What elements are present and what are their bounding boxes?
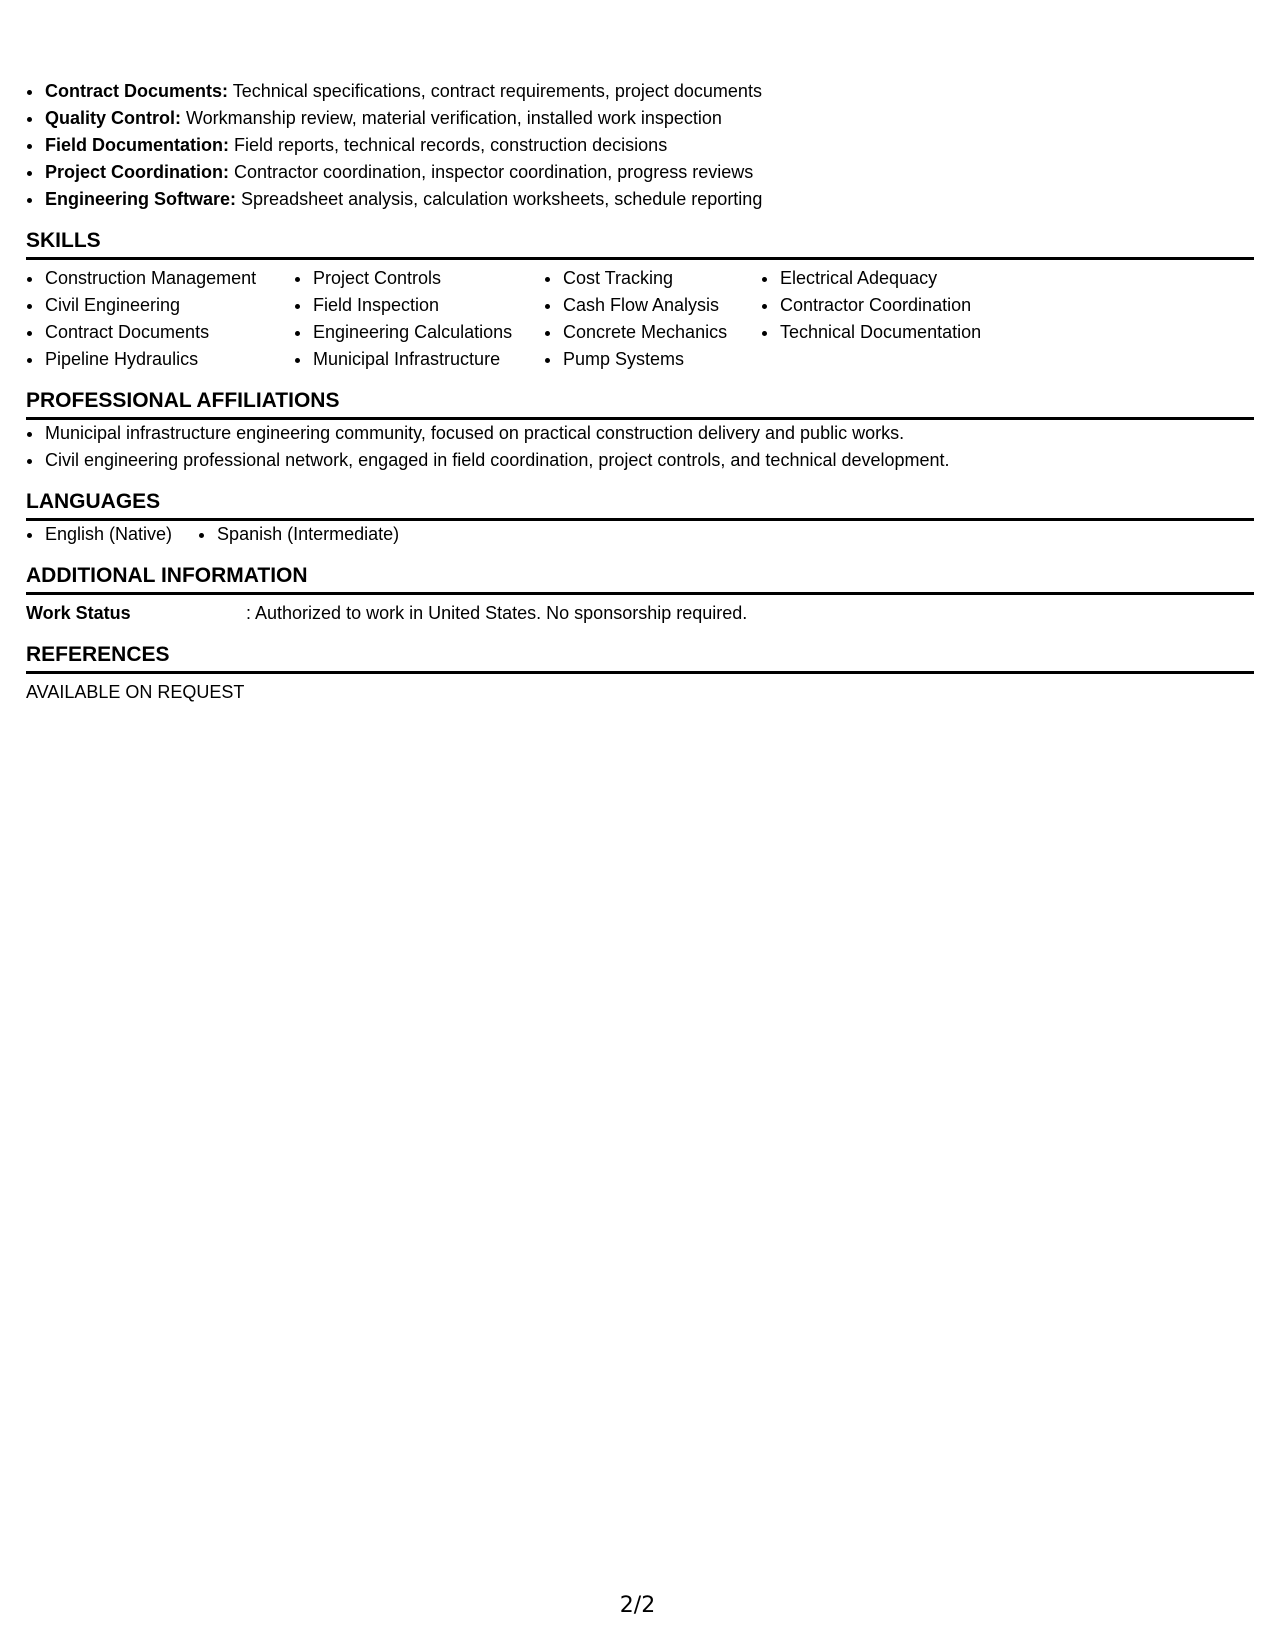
skill-item: • Concrete Mechanics bbox=[562, 319, 761, 346]
skill-item: • Civil Engineering bbox=[44, 292, 294, 319]
language-item: • English (Native) bbox=[44, 521, 172, 548]
item-text: Technical specifications, contract requirements, project documents bbox=[228, 81, 762, 101]
section-title-skills: SKILLS bbox=[26, 227, 1254, 260]
skill-item: • Pump Systems bbox=[562, 346, 761, 373]
skills-grid bbox=[26, 265, 1254, 373]
item-text: Workmanship review, material verification, installed work inspection bbox=[181, 108, 722, 128]
languages-section bbox=[26, 488, 1254, 548]
skill-item: • Contractor Coordination bbox=[779, 292, 1039, 319]
item-label: Quality Control: bbox=[45, 108, 181, 128]
affiliations-list bbox=[26, 420, 1254, 474]
skill-item: • Pipeline Hydraulics bbox=[44, 346, 294, 373]
list-item: • Civil engineering professional network, engaged in field coordination, project controls, and technical development. bbox=[44, 447, 1254, 474]
skill-item: • Electrical Adequacy bbox=[779, 265, 1039, 292]
list-item bbox=[44, 105, 1254, 132]
skill-item: • Municipal Infrastructure bbox=[312, 346, 544, 373]
additional-section bbox=[26, 562, 1254, 627]
skills-column bbox=[761, 265, 1039, 373]
list-item bbox=[44, 132, 1254, 159]
section-title-affiliations: PROFESSIONAL AFFILIATIONS bbox=[26, 387, 1254, 420]
section-title-languages: LANGUAGES bbox=[26, 488, 1254, 521]
list-item: • Municipal infrastructure engineering community, focused on practical construction delivery and public works. bbox=[44, 420, 1254, 447]
work-status-value: : Authorized to work in United States. No sponsorship required. bbox=[246, 603, 748, 623]
item-label: Project Coordination: bbox=[45, 162, 229, 182]
skill-item: • Project Controls bbox=[312, 265, 544, 292]
language-item: • Spanish (Intermediate) bbox=[216, 521, 399, 548]
resume-page bbox=[26, 78, 1254, 706]
skill-item: • Cost Tracking bbox=[562, 265, 761, 292]
list-item bbox=[44, 186, 1254, 213]
skill-item: • Technical Documentation bbox=[779, 319, 1039, 346]
list-item bbox=[44, 159, 1254, 186]
section-title-additional: ADDITIONAL INFORMATION bbox=[26, 562, 1254, 595]
work-status-label: Work Status bbox=[26, 603, 131, 623]
item-text: Spreadsheet analysis, calculation worksheets, schedule reporting bbox=[236, 189, 763, 209]
item-label: Contract Documents: bbox=[45, 81, 229, 101]
item-text: Field reports, technical records, construction decisions bbox=[229, 135, 668, 155]
skills-column bbox=[544, 265, 761, 373]
skill-item: • Construction Management bbox=[44, 265, 294, 292]
affiliations-section bbox=[26, 387, 1254, 474]
skill-item: • Engineering Calculations bbox=[312, 319, 544, 346]
work-status-row bbox=[26, 600, 1254, 627]
page-number: 2/2 bbox=[619, 1593, 656, 1618]
references-section bbox=[26, 641, 1254, 706]
skills-column bbox=[294, 265, 544, 373]
skill-item: • Field Inspection bbox=[312, 292, 544, 319]
references-text: AVAILABLE ON REQUEST bbox=[26, 682, 245, 702]
list-item bbox=[44, 78, 1254, 105]
languages-list bbox=[26, 521, 1254, 548]
item-label: Field Documentation: bbox=[45, 135, 229, 155]
section-title-references: REFERENCES bbox=[26, 641, 1254, 674]
item-label: Engineering Software: bbox=[45, 189, 237, 209]
skills-column bbox=[26, 265, 294, 373]
skill-item: • Contract Documents bbox=[44, 319, 294, 346]
summary-list bbox=[26, 78, 1254, 213]
skills-section bbox=[26, 227, 1254, 373]
skill-item: • Cash Flow Analysis bbox=[562, 292, 761, 319]
item-text: Contractor coordination, inspector coordination, progress reviews bbox=[229, 162, 754, 182]
